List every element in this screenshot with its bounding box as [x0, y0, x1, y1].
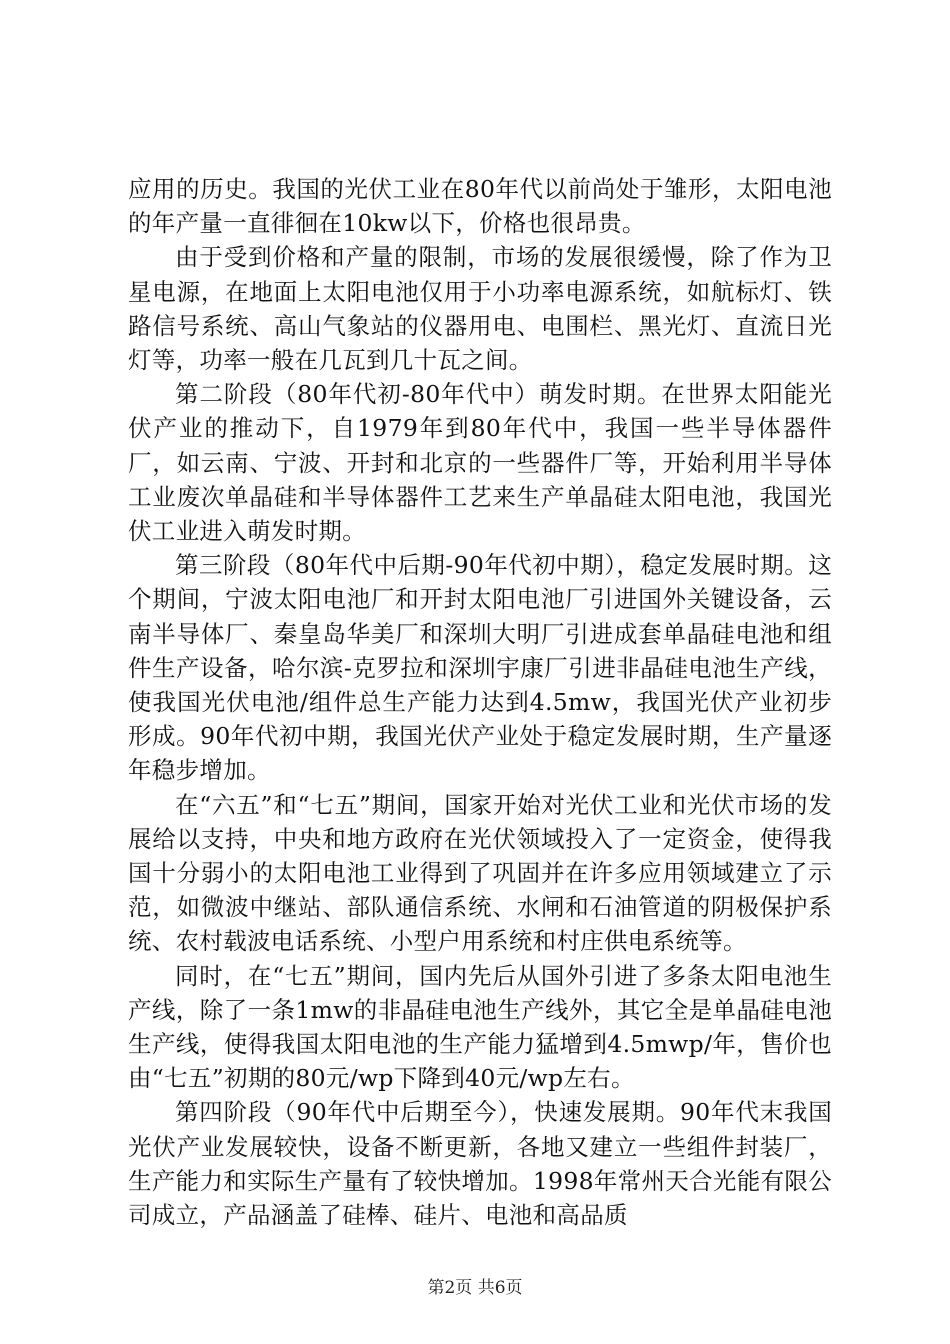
paragraph-1: 应用的历史。我国的光伏工业在80年代以前尚处于雏形，太阳电池的年产量一直徘徊在10kw以下，价格也很昂贵。: [128, 175, 832, 238]
paragraph-2: 由于受到价格和产量的限制，市场的发展很缓慢，除了作为卫星电源，在地面上太阳电池仅用于小功率电源系统，如航标灯、铁路信号系统、高山气象站的仪器用电、电围栏、黑光灯、直流日光灯等，功率一般在几瓦到几十瓦之间。: [128, 243, 832, 375]
paragraph-7: 第四阶段（90年代中后期至今），快速发展期。90年代末我国光伏产业发展较快，设备不断更新，各地又建立一些组件封装厂，生产能力和实际生产量有了较快增加。1998年常州天合光能有限公司成立，产品涵盖了硅棒、硅片、电池和高品质: [128, 1098, 832, 1230]
paragraph-6: 同时，在“七五”期间，国内先后从国外引进了多条太阳电池生产线，除了一条1mw的非晶硅电池生产线外，其它全是单晶硅电池生产线，使得我国太阳电池的生产能力猛增到4.5mwp/年，售价也由“七五”初期的80元/wp下降到40元/wp左右。: [128, 961, 832, 1093]
page-number-label: 第2页 共6页: [427, 1278, 523, 1298]
paragraph-4: 第三阶段（80年代中后期-90年代初中期），稳定发展时期。这个期间，宁波太阳电池厂和开封太阳电池厂引进国外关键设备，云南半导体厂、秦皇岛华美厂和深圳大明厂引进成套单晶硅电池和组件生产设备，哈尔滨-克罗拉和深圳宇康厂引进非晶硅电池生产线，使我国光伏电池/组件总生产能力达到4.5mw，我国光伏产业初步形成。90年代初中期，我国光伏产业处于稳定发展时期，生产量逐年稳步增加。: [128, 551, 832, 785]
document-body: [128, 172, 832, 1232]
paragraph-5: 在“六五”和“七五”期间，国家开始对光伏工业和光伏市场的发展给以支持，中央和地方政府在光伏领域投入了一定资金，使得我国十分弱小的太阳电池工业得到了巩固并在许多应用领域建立了示范，如微波中继站、部队通信系统、水闸和石油管道的阴极保护系统、农村载波电话系统、小型户用系统和村庄供电系统等。: [128, 790, 832, 956]
page-footer: [0, 1278, 950, 1298]
paragraph-3: 第二阶段（80年代初-80年代中）萌发时期。在世界太阳能光伏产业的推动下，自1979年到80年代中，我国一些半导体器件厂，如云南、宁波、开封和北京的一些器件厂等，开始利用半导体工业废次单晶硅和半导体器件工艺来生产单晶硅太阳电池，我国光伏工业进入萌发时期。: [128, 380, 832, 546]
